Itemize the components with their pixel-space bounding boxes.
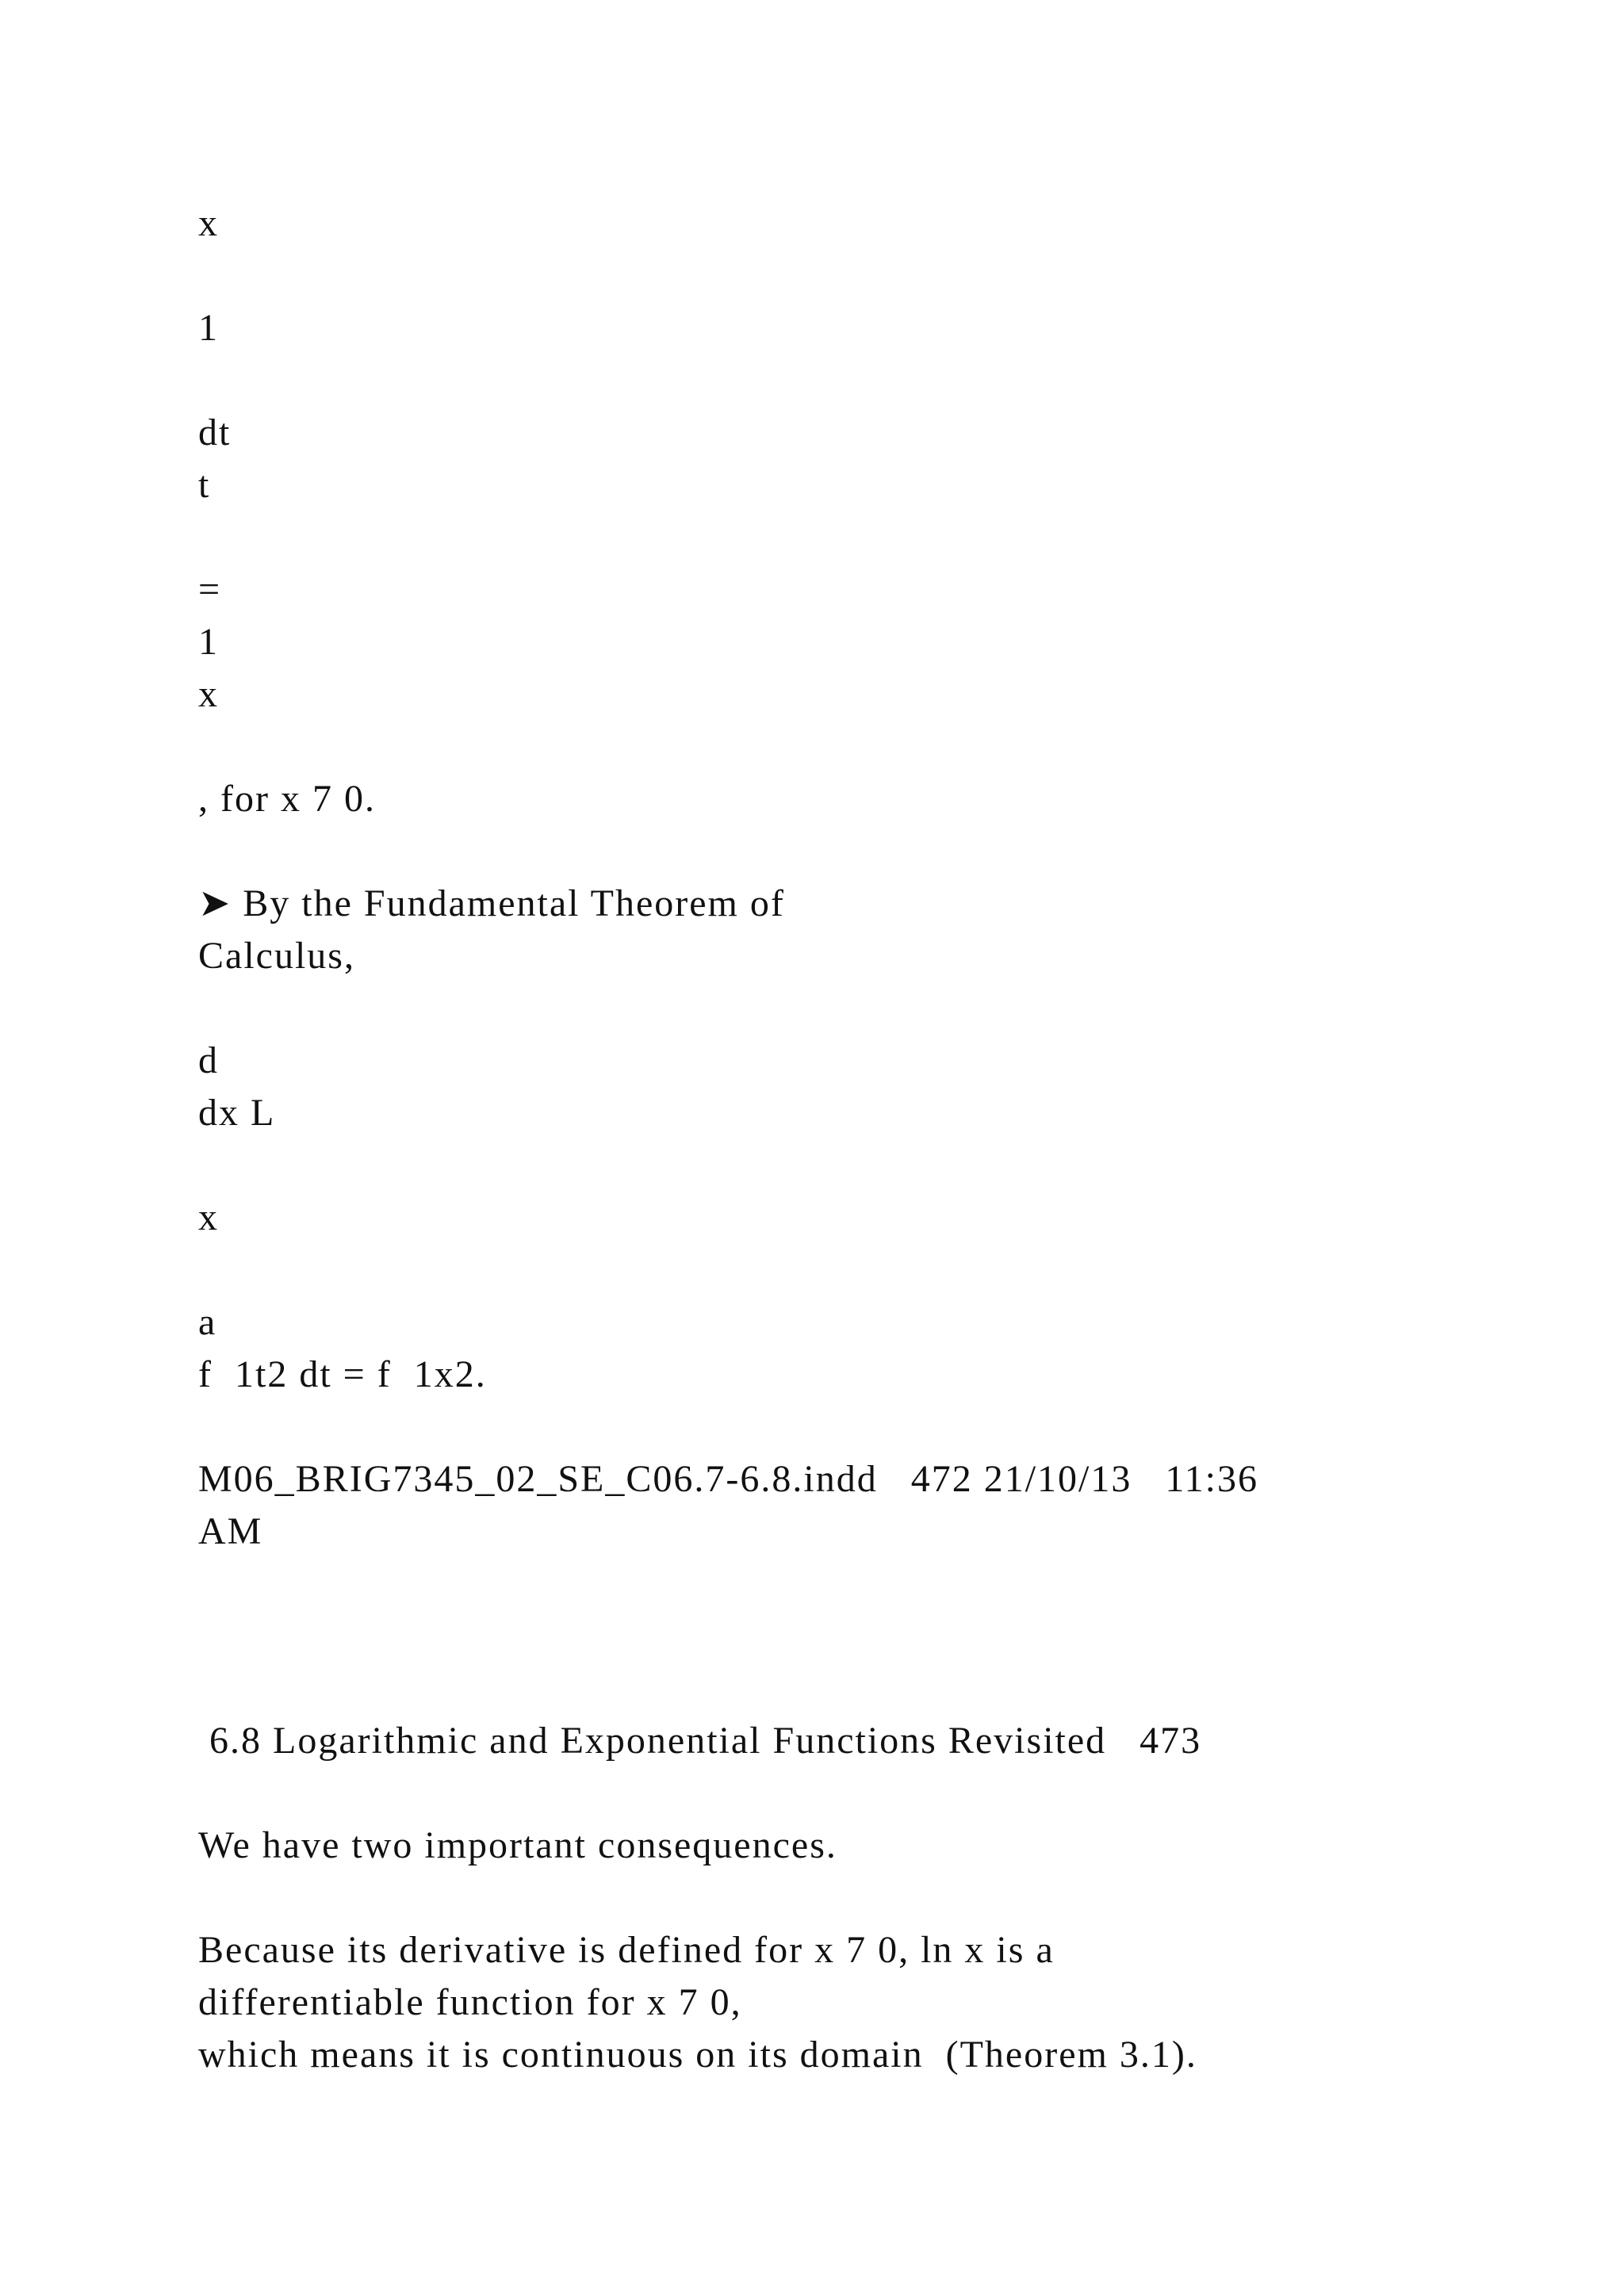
text-line-because: Because its derivative is defined for x 7 0, ln x is a bbox=[198, 1929, 1055, 1971]
text-line-am: AM bbox=[198, 1510, 263, 1552]
text-line-ftc: ➤ By the Fundamental Theorem of bbox=[198, 882, 785, 924]
text-line-differentiable: differentiable function for x 7 0, bbox=[198, 1981, 742, 2023]
text-line-calculus: Calculus, bbox=[198, 935, 355, 977]
text-line-dt: dt bbox=[198, 411, 232, 453]
text-line-d: d bbox=[198, 1039, 219, 1081]
text-line-t: t bbox=[198, 464, 211, 506]
text-line-section-header: 6.8 Logarithmic and Exponential Functions Revisited 473 bbox=[198, 1720, 1202, 1762]
text-line-1b: 1 bbox=[198, 621, 219, 663]
text-line-consequences: We have two important consequences. bbox=[198, 1824, 837, 1866]
text-line-x: x bbox=[198, 202, 219, 244]
text-line-formula: f 1t2 dt = f 1x2. bbox=[198, 1353, 487, 1395]
text-line-indd: M06_BRIG7345_02_SE_C06.7-6.8.indd 472 21/10/13 11:36 bbox=[198, 1458, 1258, 1500]
text-line-xc: x bbox=[198, 1196, 219, 1238]
text-line-1: 1 bbox=[198, 307, 219, 349]
text-line-for-x: , for x 7 0. bbox=[198, 778, 376, 820]
text-line-xb: x bbox=[198, 673, 219, 715]
text-line-continuous: which means it is continuous on its domain (Theorem 3.1). bbox=[198, 2034, 1197, 2076]
text-line-dx-l: dx L bbox=[198, 1092, 276, 1134]
text-line-equals: = bbox=[198, 568, 222, 610]
text-line-a: a bbox=[198, 1301, 217, 1343]
